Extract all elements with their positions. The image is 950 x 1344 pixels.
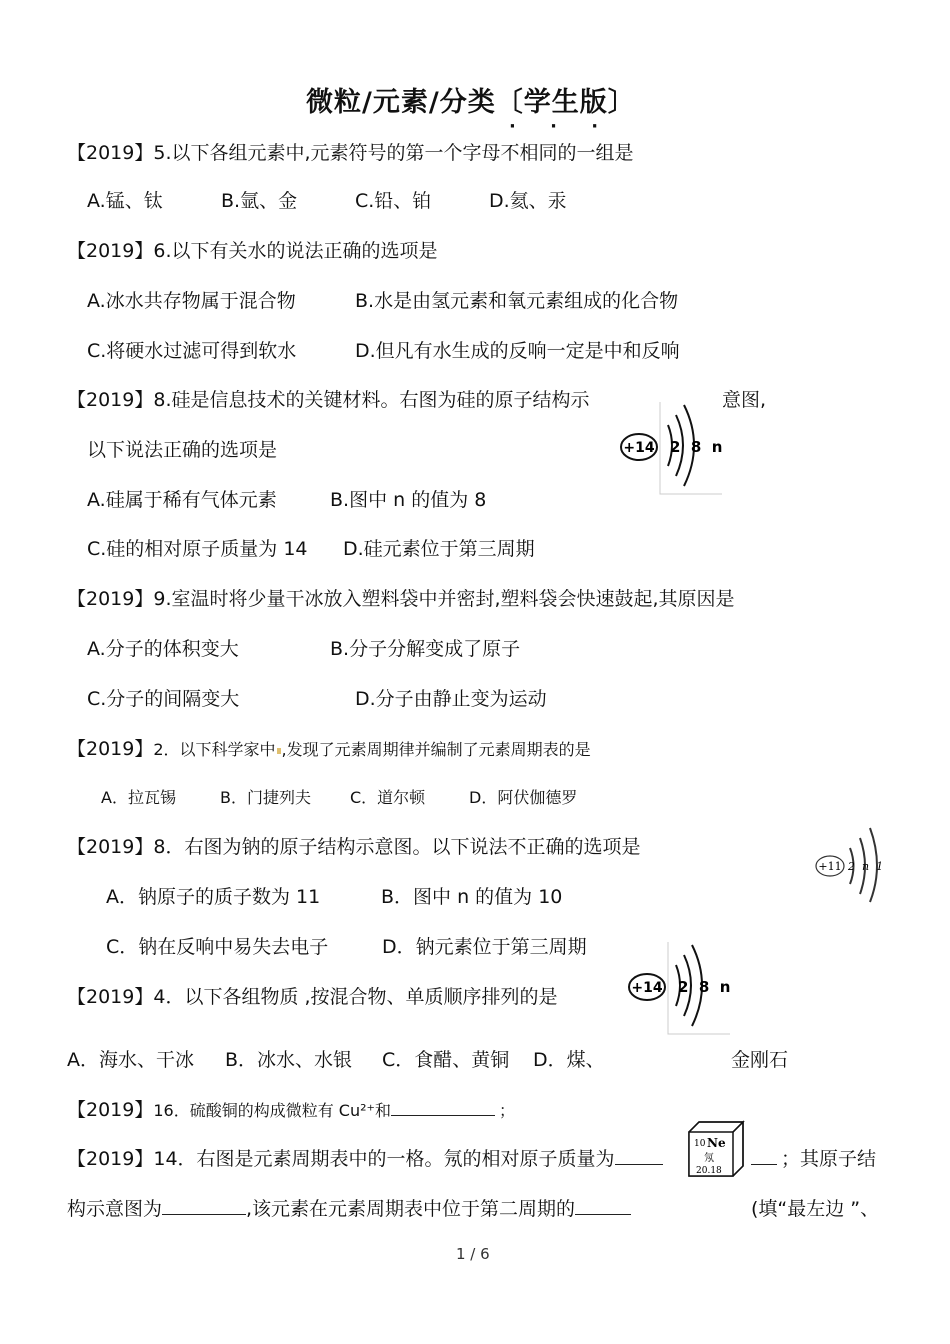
ne-name: 氖: [704, 1153, 714, 1164]
question-4: 【2019】9.室温时将少量干冰放入塑料袋中并密封,塑料袋会快速鼓起,其原因是: [67, 588, 735, 610]
q4-option-a: A.分子的体积变大: [87, 638, 239, 660]
question-9-line2: [67, 1194, 631, 1221]
q4-option-b: B.分子分解变成了原子: [330, 638, 521, 660]
answer-blank-mass[interactable]: [615, 1146, 663, 1165]
q5-option-c: C．道尔顿: [350, 788, 426, 807]
question-8: [67, 1095, 515, 1122]
q7-option-a: A．海水、干冰: [67, 1049, 194, 1071]
q1-option-b: B.氩、金: [221, 190, 298, 212]
q1-option-d: D.氦、汞: [489, 190, 567, 212]
neon-periodic-cell: [687, 1120, 745, 1178]
question-3-tail: 意图,: [722, 389, 767, 411]
title-emphasis-dots: · · ·: [509, 116, 613, 137]
q5-option-b: B．门捷列夫: [220, 788, 311, 807]
q3-option-a: A.硅属于稀有气体元素: [87, 489, 277, 511]
q6-option-b: B．图中 n 的值为 10: [381, 886, 563, 908]
silicon-atom-diagram-2: [624, 940, 734, 1036]
q2-option-a: A.冰水共存物属于混合物: [87, 290, 296, 312]
question-3: 【2019】8.硅是信息技术的关键材料。右图为硅的原子结构示: [67, 389, 590, 411]
q3-option-c: C.硅的相对原子质量为 14: [87, 538, 308, 560]
q1-option-a: A.锰、钛: [87, 190, 163, 212]
q1-option-c: C.铅、铂: [355, 190, 432, 212]
question-9-line2-mid: ,该元素在元素周期表中位于第二周期的: [246, 1198, 576, 1220]
si-shells-label: 2 8 n: [670, 438, 723, 456]
question-5: [67, 734, 591, 761]
q4-option-d: D.分子由静止变为运动: [355, 688, 547, 710]
question-7: 【2019】4．以下各组物质 ,按混合物、单质顺序排列的是: [67, 986, 558, 1008]
ne-mass: 20.18: [696, 1166, 722, 1176]
question-8-rest: ；: [498, 1101, 515, 1120]
question-1: 【2019】5.以下各组元素中,元素符号的第一个字母不相同的一组是: [67, 142, 634, 164]
q7-option-b: B．冰水、水银: [225, 1049, 353, 1071]
ne-symbol: Ne: [707, 1136, 726, 1150]
si2-shells-label: 2 8 n: [678, 978, 731, 996]
q2-option-c: C.将硬水过滤可得到软水: [87, 340, 297, 362]
question-9-rest: ；其原子结: [781, 1148, 877, 1170]
q4-option-c: C.分子的间隔变大: [87, 688, 240, 710]
silicon-atom-diagram: [616, 400, 726, 496]
q3-option-d: D.硅元素位于第三周期: [343, 538, 535, 560]
q7-option-d: D．煤、: [533, 1049, 605, 1071]
q6-option-a: A．钠原子的质子数为 11: [106, 886, 321, 908]
question-8-year: 【2019】: [67, 1099, 154, 1121]
question-5-year: 【2019】: [67, 738, 154, 760]
question-2: 【2019】6.以下有关水的说法正确的选项是: [67, 240, 438, 262]
q6-option-d: D．钠元素位于第三周期: [382, 936, 587, 958]
question-6: 【2019】8．右图为钠的原子结构示意图。以下说法不正确的选项是: [67, 836, 641, 858]
question-8-text: 16．硫酸铜的构成微粒有 Cu²⁺和: [153, 1101, 391, 1120]
question-3-line2: 以下说法正确的选项是: [87, 439, 278, 461]
question-5-rest: ,发现了元素周期律并编制了元素周期表的是: [281, 740, 591, 759]
page-number: 1 / 6: [456, 1245, 490, 1263]
highlight-mark: [277, 748, 281, 754]
q7-option-d-cont: 金刚石: [731, 1049, 789, 1071]
q5-option-a: A．拉瓦锡: [101, 788, 176, 807]
question-9: [67, 1144, 663, 1171]
q7-option-c: C．食醋、黄铜: [382, 1049, 510, 1071]
q3-option-b: B.图中 n 的值为 8: [330, 489, 487, 511]
answer-blank-structure[interactable]: [162, 1196, 246, 1215]
si-nucleus-label: +14: [623, 440, 655, 456]
q2-option-b: B.水是由氢元素和氧元素组成的化合物: [355, 290, 679, 312]
question-9-line2-rest: (填“最左边 ”、: [751, 1198, 880, 1220]
q6-option-c: C．钠在反响中易失去电子: [106, 936, 329, 958]
q2-option-d: D.但凡有水生成的反响一定是中和反响: [355, 340, 680, 362]
na-shells-label: 2 n 1: [848, 860, 884, 873]
question-5-text: 2．以下科学家中: [153, 740, 276, 759]
answer-blank-mass-2[interactable]: [751, 1146, 777, 1165]
answer-blank[interactable]: [391, 1097, 495, 1116]
ne-atomic-number: 10: [694, 1139, 706, 1149]
na-nucleus-label: +11: [818, 860, 842, 873]
si2-nucleus-label: +14: [631, 980, 663, 996]
page-title: 微粒/元素/分类〔学生版〕: [306, 87, 636, 118]
question-9-line2-text: 构示意图为: [67, 1198, 163, 1220]
answer-blank-position[interactable]: [575, 1196, 631, 1215]
sodium-atom-diagram: [812, 824, 886, 904]
question-9-after-cell: [751, 1144, 876, 1171]
q5-option-d: D．阿伏伽德罗: [469, 788, 578, 807]
question-9-text: 【2019】14．右图是元素周期表中的一格。氖的相对原子质量为: [67, 1148, 615, 1170]
